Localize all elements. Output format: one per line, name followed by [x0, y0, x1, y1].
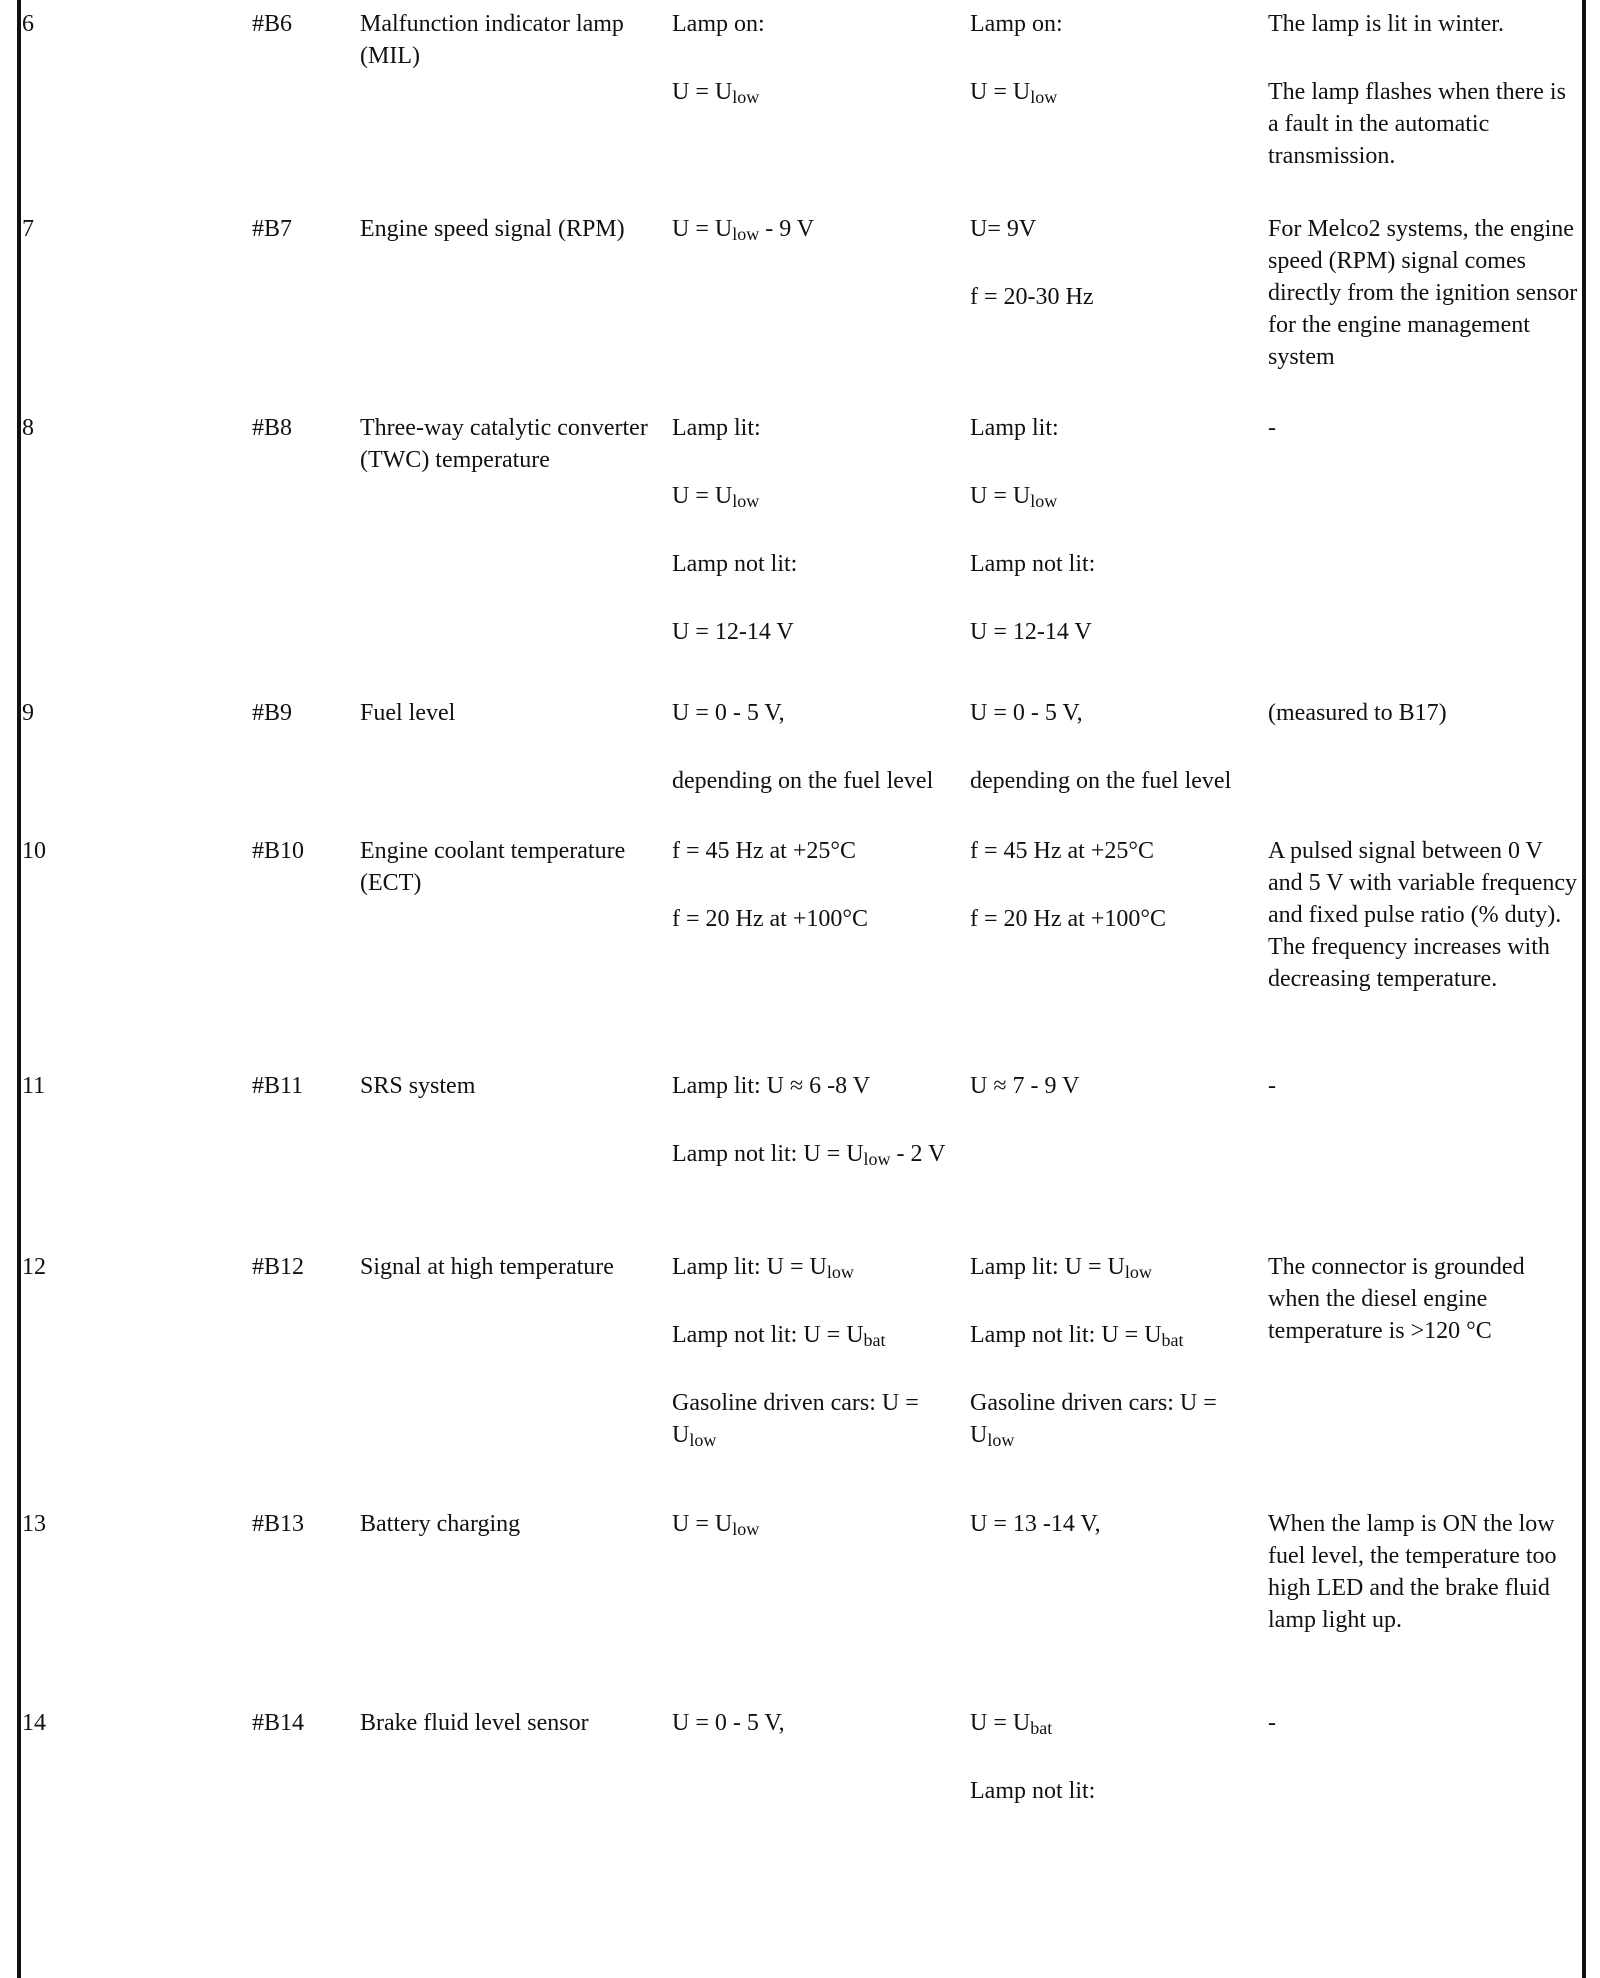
value-text: U = U	[970, 79, 1031, 105]
value-condition-2	[970, 697, 1260, 797]
value-text: Lamp lit: U = U	[970, 1254, 1125, 1280]
cell-line: For Melco2 systems, the engine speed (RPM) signal comes directly from the ignition sensor for the engine management system	[1268, 216, 1578, 370]
value-subscript: low	[732, 87, 760, 107]
remarks	[1268, 1707, 1580, 1739]
cell-line: Lamp lit: U ≈ 6 -8 V	[672, 1073, 871, 1099]
signal-description: SRS system	[360, 1073, 476, 1099]
cell-line: U = 13 -14 V,	[970, 1511, 1101, 1537]
row-number: 8	[22, 415, 34, 441]
cell-line: Lamp not lit:	[970, 551, 1096, 577]
pin-id: #B12	[252, 1254, 305, 1280]
cell-line	[970, 1251, 1260, 1283]
remarks	[1268, 412, 1580, 444]
value-condition-1	[672, 1508, 962, 1540]
cell-line: U = 0 - 5 V,	[970, 700, 1083, 726]
cell-line	[672, 1508, 962, 1540]
value-text: Lamp lit: U = U	[672, 1254, 827, 1280]
row-number: 14	[22, 1710, 46, 1736]
value-text: Lamp not lit: U = U	[970, 1322, 1162, 1348]
cell-line: -	[1268, 1073, 1276, 1099]
value-subscript: low	[732, 224, 760, 244]
value-condition-1	[672, 1070, 962, 1170]
value-condition-2	[970, 1251, 1260, 1451]
pin-id: #B10	[252, 838, 305, 864]
cell-line: U = 12-14 V	[672, 619, 794, 645]
cell-line	[970, 1707, 1260, 1739]
value-subscript: low	[1030, 87, 1058, 107]
pin-id: #B14	[252, 1710, 305, 1736]
cell-line: (measured to B17)	[1268, 700, 1447, 726]
value-subscript: bat	[1030, 1718, 1053, 1738]
pin-id: #B6	[252, 11, 293, 37]
value-condition-1	[672, 1707, 962, 1739]
cell-line: Lamp not lit:	[970, 1778, 1096, 1804]
value-subscript: low	[863, 1149, 891, 1169]
value-text: U = U	[970, 1710, 1031, 1736]
value-text: Lamp not lit: U = U	[672, 1322, 864, 1348]
cell-line	[672, 1251, 962, 1283]
cell-line	[970, 480, 1260, 512]
value-condition-1	[672, 1251, 962, 1451]
value-condition-2	[970, 412, 1260, 648]
cell-line: U = 0 - 5 V,	[672, 700, 785, 726]
cell-line: Lamp not lit:	[672, 551, 798, 577]
cell-line: f = 45 Hz at +25°C	[970, 838, 1154, 864]
cell-line: U= 9V	[970, 216, 1037, 242]
value-condition-1	[672, 8, 962, 108]
cell-line: f = 20 Hz at +100°C	[672, 906, 868, 932]
value-subscript: bat	[863, 1330, 886, 1350]
cell-line	[672, 480, 962, 512]
cell-line: Lamp lit:	[672, 415, 761, 441]
row-number: 11	[22, 1073, 46, 1099]
cell-line: When the lamp is ON the low fuel level, the temperature too high LED and the brake fluid lamp light up.	[1268, 1511, 1557, 1633]
value-subscript: low	[987, 1430, 1015, 1450]
row-number: 9	[22, 700, 34, 726]
value-condition-1	[672, 835, 962, 935]
cell-line: Lamp on:	[672, 11, 765, 37]
remarks	[1268, 8, 1580, 172]
remarks	[1268, 1251, 1580, 1347]
signal-description: Fuel level	[360, 700, 456, 726]
signal-description: Engine coolant temperature (ECT)	[360, 838, 626, 896]
value-condition-2	[970, 213, 1260, 313]
value-text: Gasoline driven cars: U = U	[672, 1390, 919, 1448]
cell-line: U ≈ 7 - 9 V	[970, 1073, 1080, 1099]
cell-line: depending on the fuel level	[970, 768, 1232, 794]
pin-id: #B9	[252, 700, 293, 726]
row-number: 6	[22, 11, 34, 37]
value-condition-2	[970, 1508, 1260, 1540]
value-condition-1	[672, 697, 962, 797]
cell-line	[672, 1387, 962, 1451]
row-number: 12	[22, 1254, 46, 1280]
table-right-border	[1582, 0, 1586, 1978]
cell-line	[672, 76, 962, 108]
cell-line	[672, 1138, 962, 1170]
remarks	[1268, 213, 1580, 373]
value-text-suffix: - 2 V	[890, 1141, 946, 1167]
signal-description: Engine speed signal (RPM)	[360, 216, 625, 242]
cell-line: U = 12-14 V	[970, 619, 1092, 645]
cell-line: The lamp flashes when there is a fault in the automatic transmission.	[1268, 79, 1566, 169]
pin-id: #B11	[252, 1073, 304, 1099]
value-condition-2	[970, 1707, 1260, 1807]
cell-line: depending on the fuel level	[672, 768, 934, 794]
value-text: U = U	[970, 483, 1031, 509]
value-subscript: low	[689, 1430, 717, 1450]
value-text: U = U	[672, 483, 733, 509]
signal-description: Battery charging	[360, 1511, 521, 1537]
remarks	[1268, 1508, 1580, 1636]
cell-line: Lamp lit:	[970, 415, 1059, 441]
pin-id: #B7	[252, 216, 293, 242]
signal-description: Three-way catalytic converter (TWC) temperature	[360, 415, 648, 473]
pin-id: #B8	[252, 415, 293, 441]
value-condition-2	[970, 8, 1260, 108]
value-condition-1	[672, 213, 962, 245]
value-subscript: low	[826, 1262, 854, 1282]
remarks	[1268, 835, 1580, 995]
value-text-suffix: - 9 V	[759, 216, 815, 242]
signal-description: Signal at high temperature	[360, 1254, 614, 1280]
value-text: U = U	[672, 216, 733, 242]
cell-line	[672, 213, 962, 245]
cell-line: f = 20 Hz at +100°C	[970, 906, 1166, 932]
cell-line: U = 0 - 5 V,	[672, 1710, 785, 1736]
value-text: U = U	[672, 79, 733, 105]
cell-line: -	[1268, 1710, 1276, 1736]
value-subscript: low	[732, 1519, 760, 1539]
signal-description: Malfunction indicator lamp (MIL)	[360, 11, 624, 69]
cell-line: -	[1268, 415, 1276, 441]
signal-description: Brake fluid level sensor	[360, 1710, 589, 1736]
row-number: 7	[22, 216, 34, 242]
remarks	[1268, 1070, 1580, 1102]
value-subscript: low	[732, 491, 760, 511]
value-subscript: low	[1030, 491, 1058, 511]
value-subscript: low	[1124, 1262, 1152, 1282]
cell-line: The connector is grounded when the diesel engine temperature is >120 °C	[1268, 1254, 1525, 1344]
row-number: 13	[22, 1511, 46, 1537]
value-text: Gasoline driven cars: U = U	[970, 1390, 1217, 1448]
value-text: Lamp not lit: U = U	[672, 1141, 864, 1167]
row-number: 10	[22, 838, 46, 864]
cell-line	[672, 1319, 962, 1351]
value-condition-2	[970, 835, 1260, 935]
cell-line: f = 45 Hz at +25°C	[672, 838, 856, 864]
value-condition-1	[672, 412, 962, 648]
value-condition-2	[970, 1070, 1260, 1102]
cell-line	[970, 1319, 1260, 1351]
cell-line	[970, 76, 1260, 108]
value-text: U = U	[672, 1511, 733, 1537]
table-left-border	[17, 0, 21, 1978]
cell-line: f = 20-30 Hz	[970, 284, 1094, 310]
cell-line: A pulsed signal between 0 V and 5 V with variable frequency and fixed pulse ratio (% duty). The frequency increases with decreasing temperature.	[1268, 838, 1578, 992]
cell-line: Lamp on:	[970, 11, 1063, 37]
remarks	[1268, 697, 1580, 729]
pin-id: #B13	[252, 1511, 305, 1537]
value-subscript: bat	[1161, 1330, 1184, 1350]
cell-line	[970, 1387, 1260, 1451]
cell-line: The lamp is lit in winter.	[1268, 11, 1504, 37]
